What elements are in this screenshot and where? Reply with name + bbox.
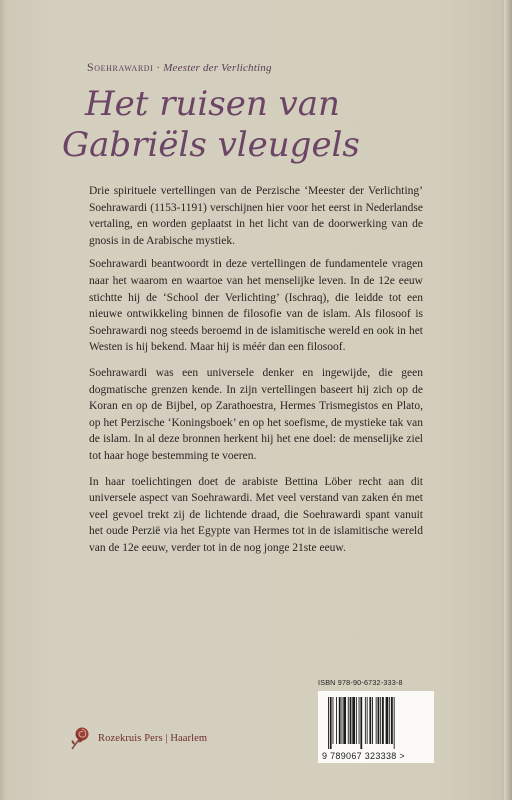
author-line xyxy=(87,60,272,75)
author-name: Soehrawardi xyxy=(87,60,154,74)
barcode-bar xyxy=(343,697,346,744)
barcode-bar xyxy=(333,697,334,744)
barcode-bar xyxy=(339,697,341,744)
publisher-mark xyxy=(66,724,207,752)
blurb-paragraph-4: In haar toelichtingen doet de arabiste Bettina Löber recht aan dit universele aspect van Soehrawardi. Met veel verstand van zaken én met veel gevoel trekt zij de lichtende draad, die Soehrawardi spant vanuit het oude Perzië via het Egypte van Hermes tot in de islamitische wereld van de 12e eeuw, verder tot in de nog jonge 21ste eeuw. xyxy=(89,475,423,554)
barcode-bar xyxy=(328,697,329,749)
title-line-1: Het ruisen van xyxy=(85,84,340,124)
blurb-paragraph-3: Soehrawardi was een universele denker en ingewijde, die geen dogmatische grenzen kende. In zijn vertellingen baseert hij zich op de Koran en op de Bijbel, op Zarathoestra, Hermes Trismegistos en Plato, op het Perzische ‘Koningsboek’ en op het soefisme, de mystieke tak van de islam. In al deze bronnen herkent hij het ene doel: de menselijke ziel tot haar hoge bestemming te voeren. xyxy=(89,366,423,462)
author-subtitle: Meester der Verlichting xyxy=(163,62,272,74)
cover-edge xyxy=(504,0,512,800)
author-separator: · xyxy=(153,62,164,74)
barcode xyxy=(318,691,434,763)
barcode-bar xyxy=(336,697,337,744)
barcode-bar xyxy=(348,697,349,744)
barcode-bar xyxy=(376,697,377,744)
book-title xyxy=(62,84,360,166)
barcode-bar xyxy=(378,697,380,744)
barcode-bar xyxy=(350,697,352,744)
barcode-bar xyxy=(372,697,373,744)
blurb-text xyxy=(89,183,423,565)
barcode-bars xyxy=(322,697,430,749)
barcode-bar xyxy=(342,697,343,744)
blurb-paragraph-1: Drie spirituele vertellingen van de Perzische ‘Meester der Verlichting’ Soehrawardi (1153-1191) verschijnen hier voor het eerst in Nederlandse vertaling, en worden geplaatst in het licht van de doorwerking van de gnosis in de Arabische mystiek. xyxy=(89,185,423,247)
barcode-bar xyxy=(389,697,390,744)
barcode-bar xyxy=(365,697,366,744)
barcode-bar xyxy=(360,697,362,749)
barcode-bar xyxy=(367,697,368,744)
barcode-bar xyxy=(382,697,384,744)
rose-icon xyxy=(66,724,94,752)
barcode-bar xyxy=(386,697,389,744)
blurb-paragraph-2: Soehrawardi beantwoordt in deze vertellingen de fundamentele vragen naar het waarom en waartoe van het menselijke leven. In de 12e eeuw stichtte hij de ‘School der Verlichting’ (Ischraq), die leidde tot een nieuwe ontwikkeling binnen de filosofie van de islam. Als filosoof is Soehrawardi nog steeds beroemd in de islamitische wereld en ook in het Westen is hij bekend. Maar hij is méér dan een filosoof. xyxy=(89,258,423,354)
publisher-name: Rozekruis Pers | Haarlem xyxy=(98,732,208,744)
barcode-bar xyxy=(391,697,393,744)
barcode-bar xyxy=(380,697,381,744)
barcode-bar xyxy=(352,697,355,744)
barcode-bar xyxy=(330,697,332,749)
barcode-bar xyxy=(356,697,357,744)
title-line-2: Gabriëls vleugels xyxy=(62,125,360,165)
barcode-bar xyxy=(369,697,371,744)
barcode-bar xyxy=(394,697,395,749)
isbn-number: ISBN 978-90-6732-333-8 xyxy=(318,678,403,687)
barcode-bar xyxy=(359,697,360,744)
barcode-digits: 9 789067 323338 > xyxy=(322,751,405,761)
isbn-block xyxy=(318,678,438,763)
